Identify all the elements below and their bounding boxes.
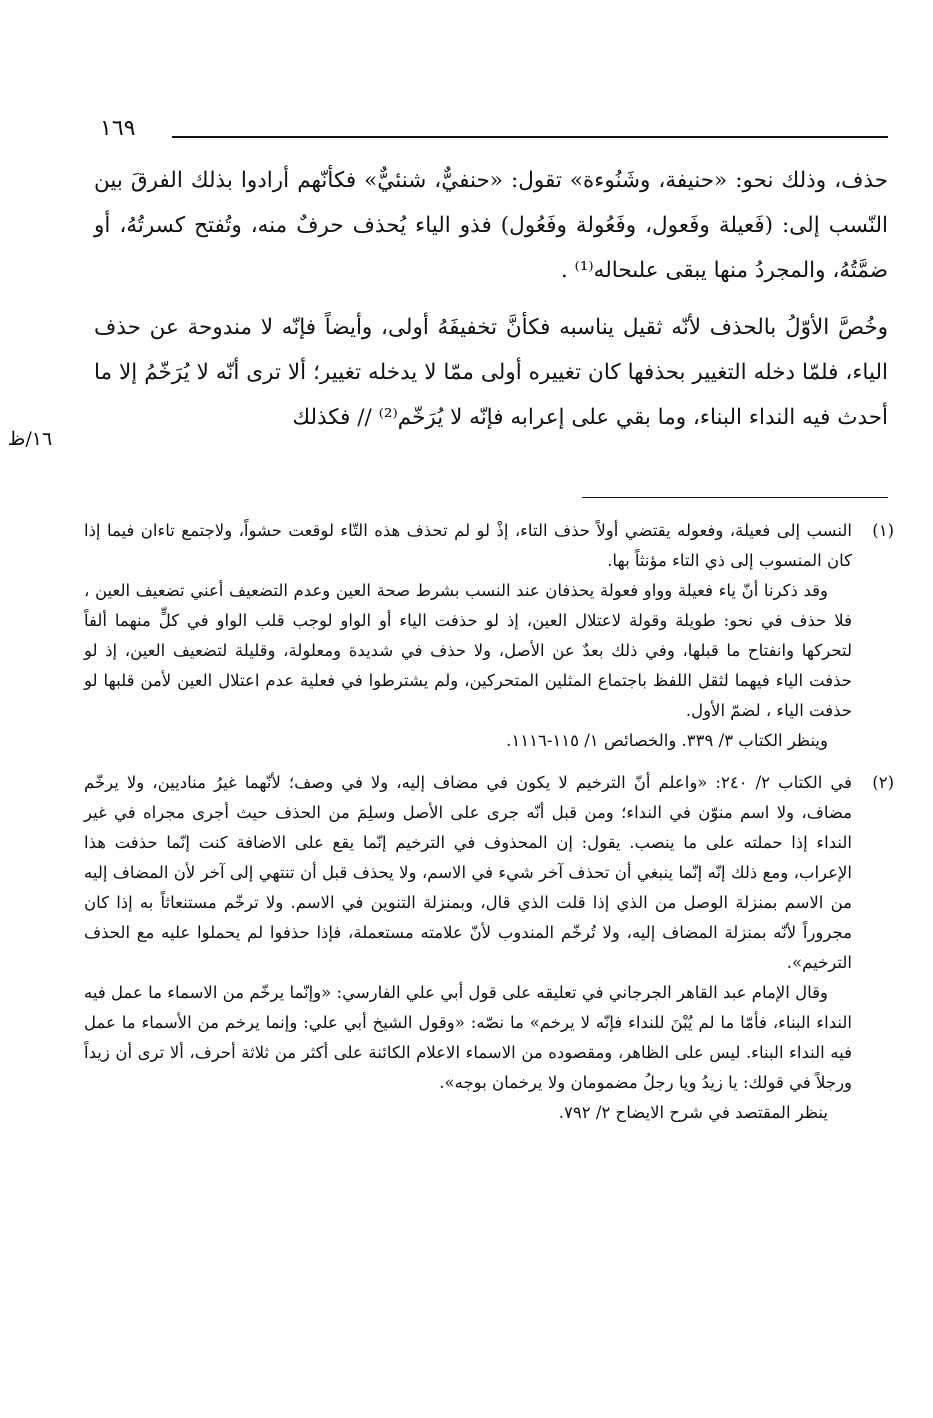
main-text bbox=[94, 158, 888, 440]
footnote bbox=[84, 516, 894, 756]
footnote-number: (٢) bbox=[872, 773, 894, 792]
page-number: ١٦٩ bbox=[100, 116, 136, 141]
footnote-paragraph: وقد ذكرنا أنّ ياء فعيلة وواو فعولة يحذفان عند النسب بشرط صحة العين وعدم التضعيف أعني تضعيف العين ، فلا حذف في نحو: طويلة وقولة لاعتلال العين، إذ لو حذفت الياء أو الواو لوجب قلب الواو في كلٍّ منهما ألفاً لتحركها وانفتاح ما قبلها، وفي ذلك بعدٌ عن الأصل، ولا حذف في شديدة ومعلولة، وقليلة لتضعيف العين، إذ لو حذفت الياء فيهما لثقل اللفظ باجتماع المثلين المتحركين، ولم يشترطوا في فعلية عدم اعتلال العين لأمن قلبها لو حذفت الياء ، لضمّ الأول. bbox=[84, 581, 852, 720]
footnote-paragraph: النسب إلى فعيلة، وفعوله يقتضي أولاً حذف التاء، إذْ لو لم تحذف هذه التّاء لوقعت حشواً، ولاجتمع تاءان فيما إذا كان المنسوب إلى ذي التاء مؤنثاً بها. bbox=[84, 521, 852, 570]
footnote bbox=[84, 768, 894, 1128]
footnote-number: (١) bbox=[872, 521, 894, 540]
header-rule bbox=[172, 136, 888, 138]
footnote-paragraph: ينظر المقتصد في شرح الايضاح ٢/ ٧٩٢. bbox=[558, 1103, 828, 1122]
main-paragraph: حذف، وذلك نحو: «حنيفة، وشَنُوءة» تقول: «حنفيٌّ، شنئيٌّ» فكأنّهم أرادوا بذلك الفرقَ بين النّسب إلى: (فَعيلة وفَعول، وفَعُولة وفَعُول) فذو الياء يُحذف حرفٌ منه، وتُفتح كسرتُهُ، أو ضمَّتُهُ، والمجردُ منها يبقى علىحاله⁽¹⁾ . bbox=[94, 168, 888, 283]
main-paragraph: وخُصَّ الأوّلُ بالحذف لأنّه ثقيل يناسبه فكأنَّ تخفيفَهُ أولى، وأيضاً فإنّه لا مندوحة عن حذف الياء، فلمّا دخله التغيير بحذفها كان تغييره أولى ممّا لا يدخله تغيير؛ ألا ترى أنّه لا يُرَخّمُ إلا ما أحدث فيه النداء البناء، وما بقي على إعرابه فإنّه لا يُرَخّم⁽²⁾ // فكذلك bbox=[94, 315, 888, 430]
footnote-paragraph: وقال الإمام عبد القاهر الجرجاني في تعليقه على قول أبي علي الفارسي: «وإنّما يرخّم من الاسماء ما عمل فيه النداء البناء، فأمّا ما لم يُبْنَ للنداء فإنّه لا يرخم» ما نصّه: «وقول الشيخ أبي علي: وإنما يرخم من الأسماء ما عمل فيه النداء البناء. ليس على الظاهر، ومقصوده من الاسماء الاعلام الكائنة على أكثر من ثلاثة أحرف، ألا ترى أن زيداً ورجلاً في قولك: يا زيدُ ويا رجلُ مضمومان ولا يرخمان بوجه». bbox=[84, 983, 852, 1092]
footnotes bbox=[84, 516, 894, 1128]
footnote-paragraph: في الكتاب ٢/ ٢٤٠: «واعلم أنّ الترخيم لا يكون في مضاف إليه، ولا في وصف؛ لأنّهما غيرُ مناديين، ولا يرخّم مضاف، ولا اسم منوّن في النداء؛ ومن قبل أنّه جرى على الأصل وسلِمَ من الحذف حيث أجرى مجراه في غير النداء إذا حملته على ما ينصب. يقول: إن المحذوف في الترخيم إنّما يقع على الاضافة كنت إنّما حذفت هذا الإعراب، ومع ذلك إنّه إنّما ينبغي أن تحذف آخر شيء في الاسم، ولا يحذف قبل أن تنتهي إلى آخر لأن المضاف إليه من الاسم بمنزلة الوصل من الذي إذا قلت الذي قال، وبمنزلة التنوين في الاسم. ولا ترخّم مستنعاثاً به إذا كان مجروراً لأنّه بمنزلة المضاف إليه، ولا تُرخّم المندوب لأنّ علامته مستعملة، فإذا حذفوا لم يحملوا عليه مع الحذف الترخيم». bbox=[84, 773, 852, 972]
footnote-rule bbox=[582, 497, 888, 498]
margin-note: ١٦/ظ bbox=[7, 428, 53, 450]
footnote-paragraph: وينظر الكتاب ٣/ ٣٣٩. والخصائص ١/ ١١٥-١١١٦. bbox=[506, 731, 828, 750]
